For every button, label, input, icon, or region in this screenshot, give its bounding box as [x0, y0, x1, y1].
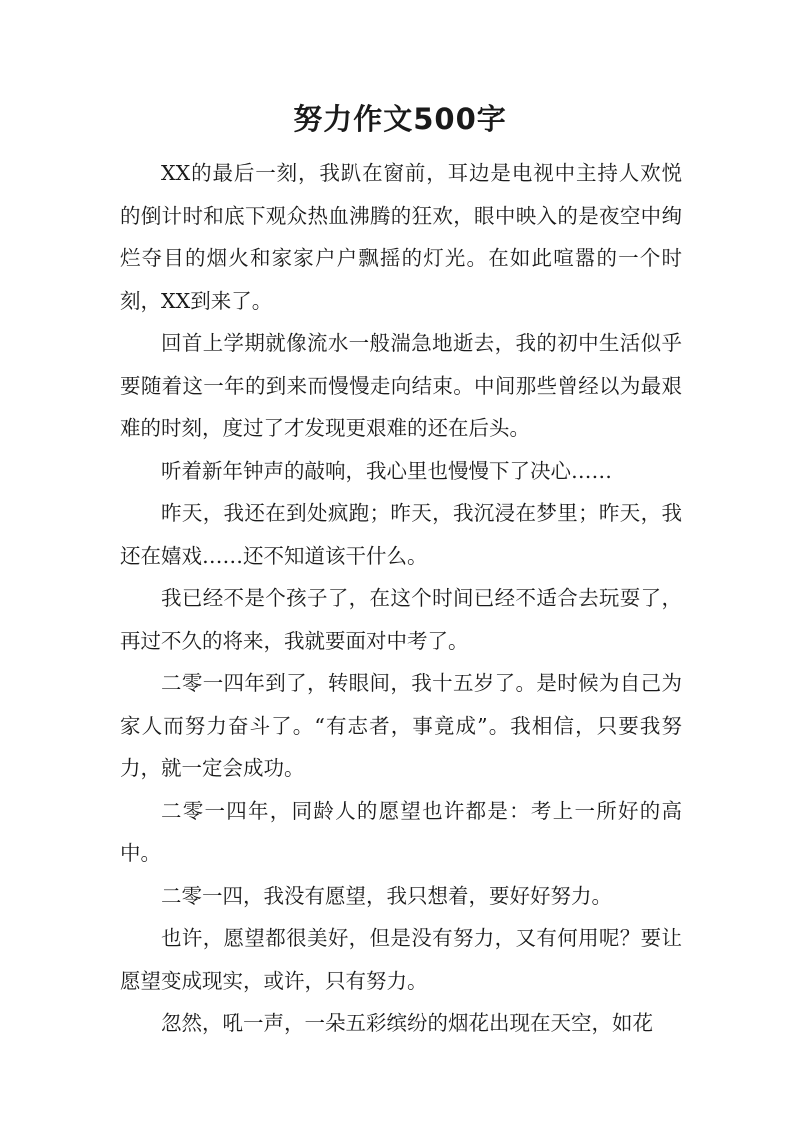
- paragraph: 我已经不是个孩子了，在这个时间已经不适合去玩耍了，再过不久的将来，我就要面对中考了。: [120, 586, 682, 653]
- paragraph: 忽然，吼一声，一朵五彩缤纷的烟花出现在天空，如花: [161, 1011, 653, 1035]
- paragraph: 听着新年钟声的敲响，我心里也慢慢下了决心……: [161, 458, 612, 483]
- paragraph: XX的最后一刻，我趴在窗前，耳边是电视中主持人欢悦的倒计时和底下观众热血沸腾的狂欢，眼中映入的是夜空中绚烂夺目的烟火和家家户户飘摇的灯光。在如此喧嚣的一个时刻，XX到来了。: [120, 161, 682, 313]
- paragraph: 二零一四，我没有愿望，我只想着，要好好努力。: [161, 883, 612, 908]
- paragraph: 二零一四年，同龄人的愿望也许都是：考上一所好的高中。: [120, 798, 682, 865]
- essay-body: [120, 152, 682, 1045]
- paragraph: 昨天，我还在到处疯跑；昨天，我沉浸在梦里；昨天，我还在嬉戏……还不知道该干什么。: [120, 501, 682, 568]
- document-title: 努力作文500字: [293, 102, 507, 136]
- paragraph: 回首上学期就像流水一般湍急地逝去，我的初中生活似乎要随着这一年的到来而慢慢走向结束。中间那些曾经以为最艰难的时刻，度过了才发现更艰难的还在后头。: [120, 331, 682, 440]
- paragraph: 二零一四年到了，转眼间，我十五岁了。是时候为自己为家人而努力奋斗了。“有志者，事竟成”。我相信，只要我努力，就一定会成功。: [120, 671, 682, 780]
- paragraph: 也许，愿望都很美好，但是没有努力，又有何用呢？要让愿望变成现实，或许，只有努力。: [120, 926, 682, 993]
